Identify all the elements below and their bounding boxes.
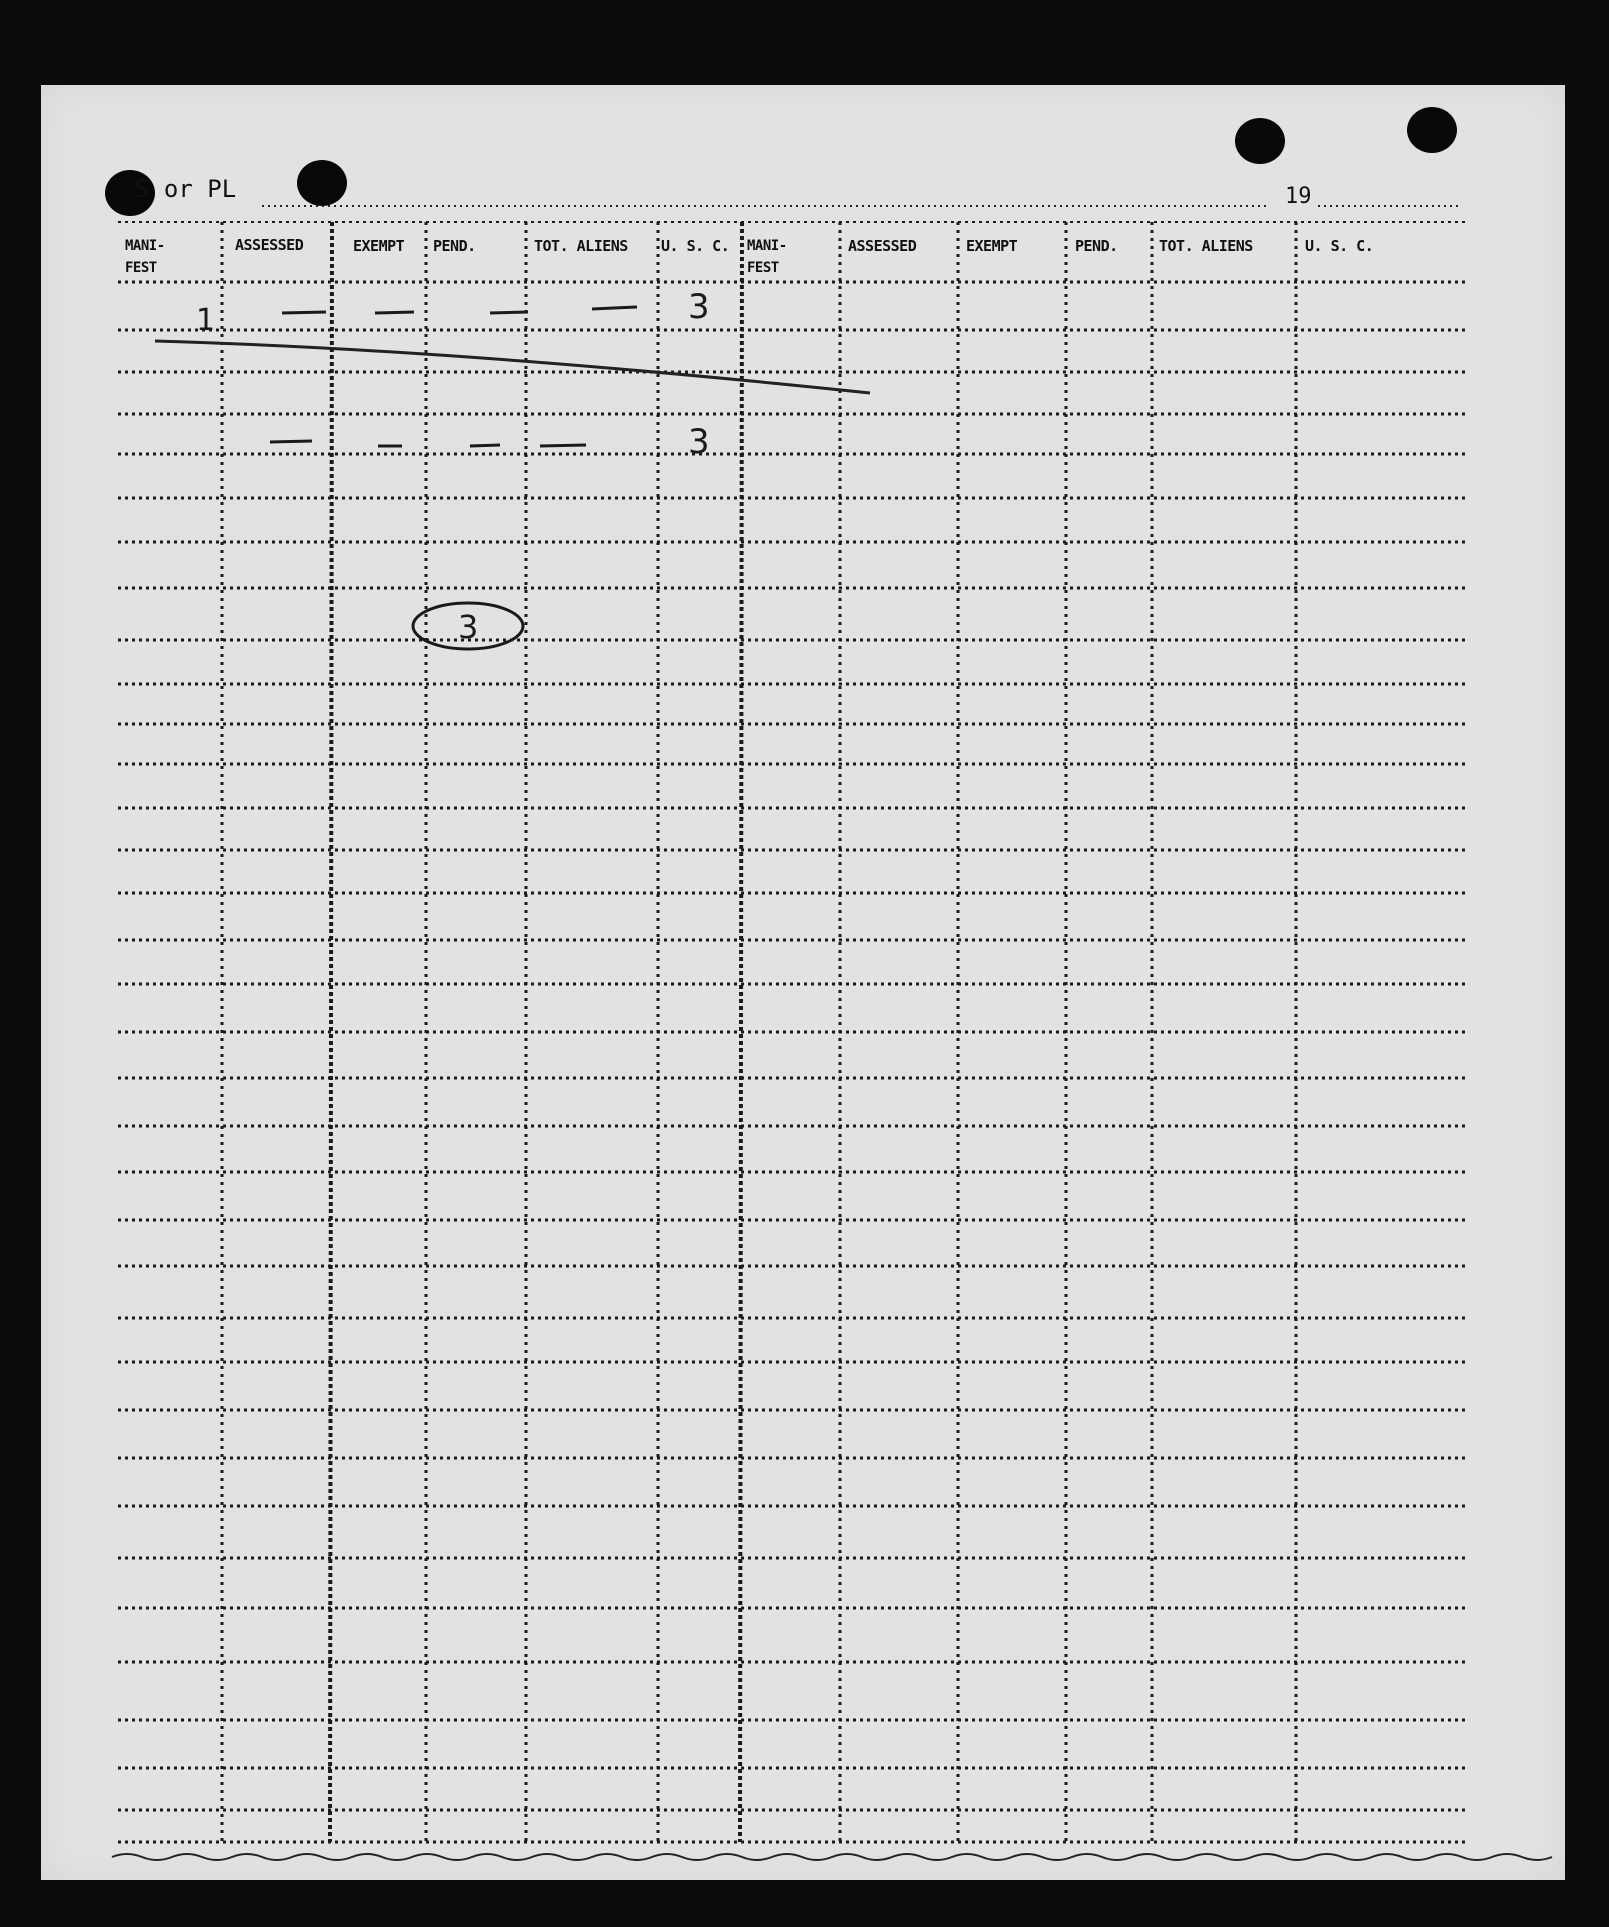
row4-usc-entry: 3 — [688, 422, 710, 462]
col-head-left-assessed: ASSESSED — [235, 236, 304, 254]
col-head-right-assessed: ASSESSED — [848, 237, 917, 255]
col-head-right-manifest: MANI- FEST — [747, 238, 787, 276]
row4-pend-dash — [470, 445, 500, 446]
port-field-label: S or PL — [135, 175, 237, 203]
circled-total: 3 — [458, 608, 479, 646]
row4-assessed-dash — [270, 441, 312, 442]
col-head-left-pend: PEND. — [433, 237, 476, 255]
row1-assessed-dash — [282, 312, 326, 313]
col-head-right-pend: PEND. — [1075, 237, 1118, 255]
row1-tot-dash — [592, 307, 637, 309]
row1-exempt-dash — [375, 312, 414, 313]
col-head-left-manifest: MANI- FEST — [125, 238, 165, 276]
col-head-left-exempt: EXEMPT — [353, 237, 405, 255]
col-head-left-usc: U. S. C. — [661, 237, 730, 255]
bottom-wavy-rule — [112, 1854, 1552, 1860]
row1-pend-dash — [490, 312, 528, 313]
col-head-right-tot-aliens: TOT. ALIENS — [1159, 237, 1253, 255]
col-head-right-exempt: EXEMPT — [966, 237, 1018, 255]
row1-manifest-entry: 1 — [196, 303, 216, 338]
row1-usc-entry: 3 — [688, 287, 710, 327]
col-head-right-usc: U. S. C. — [1305, 237, 1374, 255]
col-head-left-tot-aliens: TOT. ALIENS — [534, 237, 628, 255]
strike-through-line — [155, 341, 870, 393]
row4-tot-dash — [540, 445, 586, 446]
year-field-label: 19 — [1285, 184, 1312, 209]
